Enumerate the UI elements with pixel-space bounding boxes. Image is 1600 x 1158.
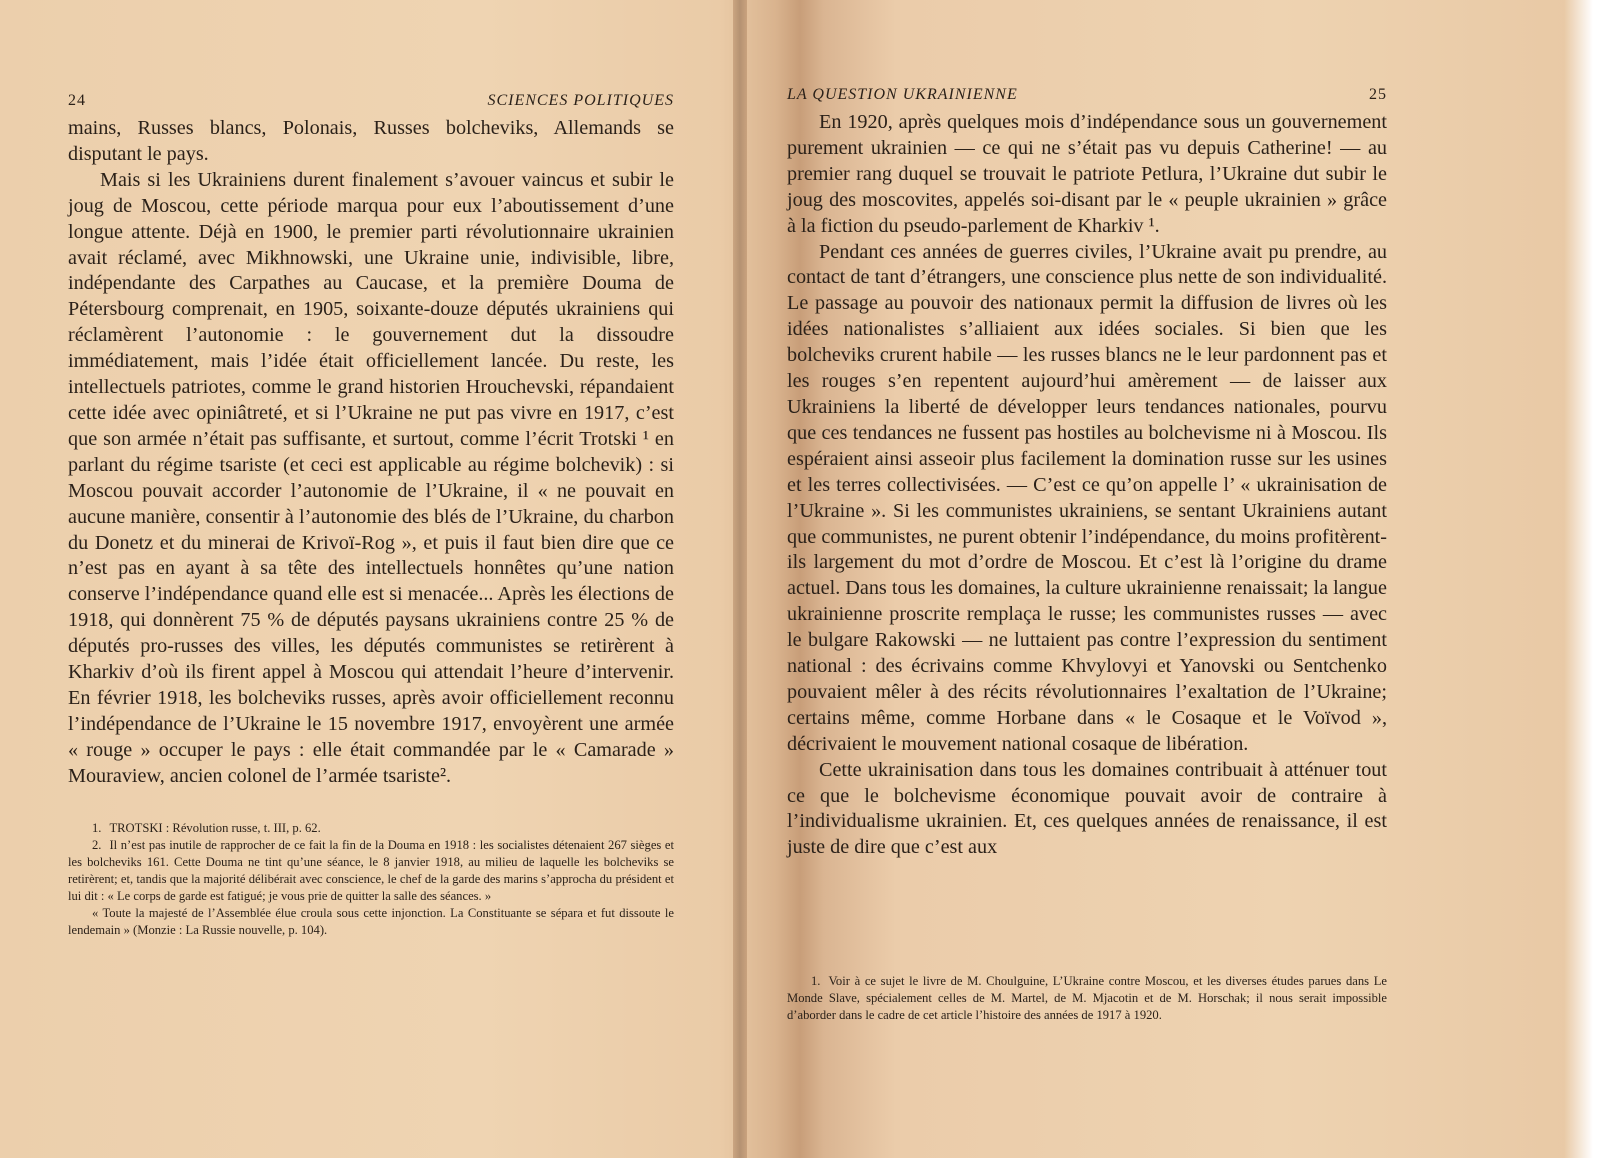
right-paragraph-3: Cette ukrainisation dans tous les domaines contribuait à atténuer tout ce que le bolchevisme économique pouvait avoir de contraire à l’individualisme ukrainien. Et, ces quelques années de renaissance, il est juste de dire que c’est aux (787, 758, 1387, 859)
left-page-number: 24 (68, 92, 86, 109)
scan-edge (1564, 0, 1600, 1158)
right-body-text (787, 110, 1387, 861)
left-footnote-2-cont (68, 905, 674, 939)
right-page-number: 25 (1369, 86, 1387, 103)
right-running-head (787, 86, 1387, 104)
footnote-text: « Toute la majesté de l’Assemblée élue croula sous cette injonction. La Constituante se sépara et fut dissoute le lendemain » (Monzie : La Russie nouvelle, p. 104). (68, 905, 674, 937)
left-footnote-2 (68, 837, 674, 905)
right-footnotes (787, 973, 1387, 1024)
right-page (745, 0, 1600, 1158)
left-footnotes (68, 820, 674, 939)
footnote-text: Voir à ce sujet le livre de M. Choulguine, L’Ukraine contre Moscou, et les diverses études parues dans Le Monde Slave, spécialement celles de M. Martel, de M. Mjacotin et de M. Horschak; il nous serait impossible d’aborder dans le cadre de cet article l’histoire des années de 1917 à 1920. (787, 974, 1387, 1023)
left-body-text (68, 116, 674, 790)
footnote-number: 1. (92, 820, 102, 835)
left-page (0, 0, 735, 1158)
footnote-number: 2. (92, 837, 102, 852)
footnote-text: TROTSKI : Révolution russe, t. III, p. 62. (109, 820, 321, 835)
right-footnote-1 (787, 973, 1387, 1024)
left-running-title: SCIENCES POLITIQUES (487, 92, 674, 109)
left-paragraph-1: mains, Russes blancs, Polonais, Russes bolcheviks, Allemands se disputant le pays. (68, 117, 674, 165)
right-paragraph-2: Pendant ces années de guerres civiles, l’Ukraine avait pu prendre, au contact de tant d’étrangers, une conscience plus nette de son individualité. Le passage au pouvoir des nationaux permit la diffusion de livres où les idées nationalistes s’alliaient aux idées sociales. Si bien que les bolcheviks crurent habile — les russes blancs ne le leur pardonnent pas et les rouges s’en repentent aujourd’hui amèrement — de laisser aux Ukrainiens la liberté de développer leurs tendances nationales, pourvu que ces tendances ne fussent pas hostiles au bolchevisme ni à Moscou. Ils espéraient ainsi asseoir plus facilement la domination russe sur les usines et les terres collectivisées. — C’est ce qu’on appelle l’ « ukrainisation de l’Ukraine ». Si les communistes ukrainiens, se sentant Ukrainiens autant que communistes, ne purent obtenir l’indépendance, du moins profitèrent-ils largement du mot d’ordre de Moscou. Et c’est là l’origine du drame actuel. Dans tous les domaines, la culture ukrainienne renaissait; la langue ukrainienne proscrite remplaça le russe; les communistes russes — avec le bulgare Rakowski — ne luttaient pas contre l’expression du sentiment national : des écrivains comme Khvylovyi et Yanovski ou Sentchenko pouvaient mêler à des récits révolutionnaires l’exaltation de l’Ukraine; certains même, comme Horbane dans « le Cosaque et le Voïvod », décrivaient le mouvement national cosaque de libération. (787, 240, 1387, 755)
left-paragraph-2: Mais si les Ukrainiens durent finalement s’avouer vaincus et subir le joug de Moscou, cette période marqua pour eux l’aboutissement d’une longue attente. Déjà en 1900, le premier parti révolutionnaire ukrainien avait réclamé, avec Mikhnowski, une Ukraine unie, indivisible, libre, indépendante des Carpathes au Caucase, et la première Douma de Pétersbourg comprenait, en 1905, soixante-douze députés ukrainiens qui réclamèrent l’autonomie : le gouvernement dut la dissoudre immédiatement, mais l’idée était officiellement lancée. Du reste, les intellectuels patriotes, comme le grand historien Hrouchevski, répandaient cette idée avec opiniâtreté, et si l’Ukraine ne put pas vivre en 1917, c’est que son armée n’était pas suffisante, et surtout, comme l’écrit Trotski ¹ en parlant du régime tsariste (et ceci est applicable au régime bolchevik) : si Moscou pouvait accorder l’autonomie de l’Ukraine, il « ne pouvait en aucune manière, consentir à l’autonomie des blés de l’Ukraine, du charbon du Donetz et du minerai de Krivoï-Rog », et puis il faut bien dire que ce n’est pas en ayant à sa tête des intellectuels honnêtes qu’une nation conserve l’indépendance quand elle est si menacée... Après les élections de 1918, qui donnèrent 75 % de députés paysans ukrainiens contre 25 % de députés pro-russes des villes, les députés communistes se retirèrent à Kharkiv d’où ils firent appel à Moscou qui attendait l’heure d’intervenir. En février 1918, les bolcheviks russes, après avoir officiellement reconnu l’indépendance de l’Ukraine le 15 novembre 1917, envoyèrent une armée « rouge » occuper le pays : elle était commandée par le « Camarade » Mouraview, ancien colonel de l’armée tsariste². (68, 168, 674, 787)
right-paragraph-1: En 1920, après quelques mois d’indépendance sous un gouvernement purement ukrainien — ce qui ne s’était pas vu depuis Catherine! — au premier rang duquel se trouvait le patriote Petlura, l’Ukraine dut subir le joug des moscovites, appelés soi-disant par le « peuple ukrainien » grâce à la fiction du pseudo-parlement de Kharkiv ¹. (787, 111, 1387, 237)
left-footnote-1 (68, 820, 674, 837)
left-running-head (68, 92, 674, 110)
footnote-number: 1. (811, 974, 821, 989)
right-running-title: LA QUESTION UKRAINIENNE (787, 86, 1018, 103)
footnote-text: Il n’est pas inutile de rapprocher de ce fait la fin de la Douma en 1918 : les socialistes détenaient 267 sièges et les bolcheviks 161. Cette Douma ne tint qu’une séance, le 8 janvier 1918, au milieu de laquelle les bolcheviks se retirèrent; et, tandis que la majorité délibérait avec conscience, le chef de la garde des marins s’approcha du président et lui dit : « Le corps de garde est fatigué; je vous prie de quitter la salle des séances. » (68, 837, 674, 903)
